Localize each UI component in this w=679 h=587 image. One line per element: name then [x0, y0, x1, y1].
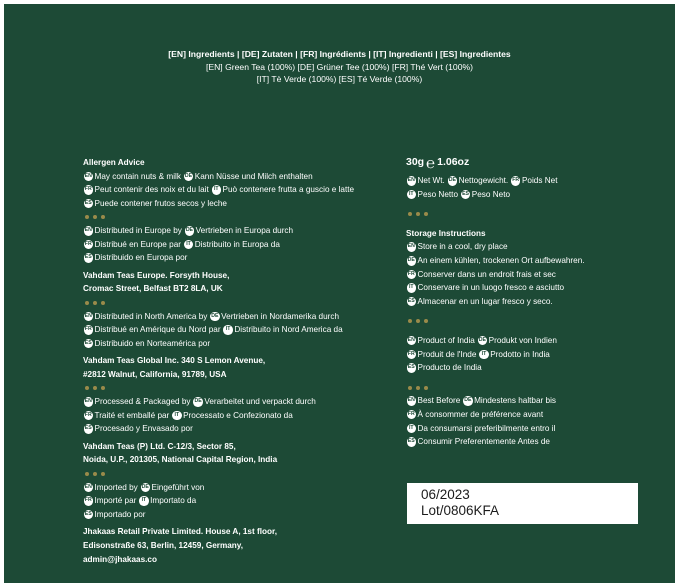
divider-dots	[83, 296, 383, 310]
left-column	[83, 156, 383, 566]
best-before-line-en-de	[406, 394, 656, 408]
europe-fr: Distribué en Europe par	[94, 239, 181, 249]
best-before-fr: À consommer de préférence avant	[417, 409, 544, 419]
allergen-line-en-de	[83, 170, 383, 184]
best-before-date: 06/2023	[421, 487, 470, 502]
origin-line-es	[406, 361, 656, 375]
fr-badge-icon: FR	[84, 496, 94, 506]
imported-de: Eingeführt von	[151, 482, 205, 492]
imported-line-es	[83, 508, 383, 522]
imported-line-en-de	[83, 481, 383, 495]
europe-line-en-de	[83, 224, 383, 238]
net-line-it-es	[406, 188, 656, 202]
packed-es: Procesado y Envasado por	[94, 424, 193, 434]
en-badge-icon: EN	[84, 483, 94, 493]
packed-de: Verarbeitet und verpackt durch	[204, 397, 316, 407]
allergen-title: Allergen Advice	[83, 158, 145, 167]
best-before-es: Consumir Preferentemente Antes de	[417, 437, 550, 447]
net-weight-oz: 1.06oz	[437, 156, 470, 169]
it-badge-icon: IT	[212, 185, 222, 195]
it-badge-icon: IT	[172, 411, 182, 421]
right-column	[406, 154, 656, 449]
de-badge-icon: DE	[478, 336, 488, 346]
best-before-en: Best Before	[417, 396, 461, 406]
europe-it: Distribuito in Europa da	[194, 239, 280, 249]
ingredients-line: [IT] Tè Verde (100%) [ES] Té Verde (100%)	[256, 74, 423, 84]
america-line-fr-it	[83, 323, 383, 337]
de-badge-icon: DE	[448, 176, 458, 186]
it-badge-icon: IT	[223, 325, 233, 335]
allergen-en: May contain nuts & milk	[94, 171, 181, 181]
europe-line-fr-it	[83, 238, 383, 252]
packed-address: Noida, U.P., 201305, National Capital Region, India	[83, 455, 278, 465]
fr-badge-icon: FR	[511, 176, 521, 186]
america-en: Distributed in North America by	[94, 311, 208, 321]
it-badge-icon: IT	[407, 190, 417, 200]
america-address: #2812 Walnut, California, 91789, USA	[83, 369, 227, 379]
fr-badge-icon: FR	[84, 325, 94, 335]
es-badge-icon: ES	[407, 437, 417, 447]
net-es: Peso Neto	[471, 189, 511, 199]
storage-line-es	[406, 295, 656, 309]
tea-label-back-panel	[4, 4, 675, 583]
origin-line-en-de	[406, 334, 656, 348]
fr-badge-icon: FR	[84, 411, 94, 421]
europe-address: Cromac Street, Belfast BT2 8LA, UK	[83, 284, 223, 294]
estimated-sign-icon: ℮	[426, 154, 436, 172]
fr-badge-icon: FR	[84, 240, 94, 250]
en-badge-icon: EN	[84, 226, 94, 236]
fr-badge-icon: FR	[407, 270, 417, 280]
de-badge-icon: DE	[463, 396, 473, 406]
en-badge-icon: EN	[407, 396, 417, 406]
europe-es: Distribuido en Europa por	[94, 253, 188, 263]
imported-address: Jhakaas Retail Private Limited. House A, 1st floor, Edisonstraße 63, Berlin, 12459, Germany, admin@jhakaas.co	[83, 527, 277, 564]
storage-fr: Conserver dans un endroit frais et sec	[417, 269, 556, 279]
es-badge-icon: ES	[84, 424, 94, 434]
packed-address: Vahdam Teas (P) Ltd. C-12/3, Sector 85,	[83, 441, 236, 451]
ingredients-block	[4, 48, 675, 86]
storage-es: Almacenar en un lugar fresco y seco.	[417, 296, 553, 306]
origin-de: Produkt von Indien	[488, 335, 557, 345]
america-it: Distribuito in Nord America da	[234, 325, 343, 335]
ingredients-line: [EN] Green Tea (100%) [DE] Grüner Tee (100%) [FR] Thé Vert (100%)	[205, 61, 473, 72]
storage-line-en	[406, 240, 656, 254]
es-badge-icon: ES	[84, 253, 94, 263]
america-fr: Distribué en Amérique du Nord par	[94, 325, 221, 335]
net-weight	[406, 154, 656, 172]
net-it: Peso Netto	[417, 189, 459, 199]
es-badge-icon: ES	[461, 190, 471, 200]
it-badge-icon: IT	[139, 496, 149, 506]
storage-de: An einem kühlen, trockenen Ort aufbewahren.	[417, 255, 585, 265]
packed-line-es	[83, 422, 383, 436]
divider-dots	[83, 382, 383, 396]
divider-dots	[83, 467, 383, 481]
en-badge-icon: EN	[84, 397, 94, 407]
ingredients-heading: [EN] Ingredients | [DE] Zutaten | [FR] Ingrédients | [IT] Ingredienti | [ES] Ingredientes	[168, 49, 511, 59]
de-badge-icon: DE	[210, 312, 220, 322]
america-de: Vertrieben in Nordamerika durch	[221, 311, 340, 321]
fr-badge-icon: FR	[407, 350, 417, 360]
storage-line-de	[406, 254, 656, 268]
america-line-es	[83, 337, 383, 351]
america-line-en-de	[83, 310, 383, 324]
divider-dots	[406, 314, 656, 328]
storage-en: Store in a cool, dry place	[417, 242, 508, 252]
origin-fr: Produit de l'Inde	[417, 349, 477, 359]
packed-line-en-de	[83, 395, 383, 409]
net-line-en-de-fr	[406, 174, 656, 188]
packed-fr: Traité et emballé par	[94, 410, 170, 420]
best-before-line-es	[406, 435, 656, 449]
net-fr: Poids Net	[521, 176, 558, 185]
fr-badge-icon: FR	[407, 410, 417, 420]
origin-en: Product of India	[417, 335, 475, 345]
es-badge-icon: ES	[84, 510, 94, 520]
lot-code-box	[407, 483, 638, 524]
it-badge-icon: IT	[407, 283, 417, 293]
allergen-de: Kann Nüsse und Milch enthalten	[194, 171, 313, 181]
storage-it: Conservare in un luogo fresco e asciutto	[417, 283, 565, 293]
allergen-line-fr-it	[83, 183, 383, 197]
divider-dots	[406, 381, 656, 395]
en-badge-icon: EN	[84, 172, 94, 182]
it-badge-icon: IT	[479, 350, 489, 360]
de-badge-icon: DE	[407, 256, 417, 266]
allergen-es: Puede contener frutos secos y leche	[94, 198, 227, 208]
es-badge-icon: ES	[407, 363, 417, 373]
es-badge-icon: ES	[84, 199, 94, 209]
en-badge-icon: EN	[407, 336, 417, 346]
packed-en: Processed & Packaged by	[94, 397, 191, 407]
europe-de: Vertrieben in Europa durch	[195, 225, 294, 235]
imported-en: Imported by	[94, 482, 138, 492]
best-before-it: Da consumarsi preferibilmente entro il	[417, 423, 556, 433]
best-before-line-it	[406, 422, 656, 436]
europe-line-es	[83, 251, 383, 265]
imported-fr: Importé par	[94, 496, 137, 506]
best-before-line-fr	[406, 408, 656, 422]
net-en: Net Wt.	[417, 176, 445, 185]
it-badge-icon: IT	[184, 240, 194, 250]
origin-line-fr-it	[406, 348, 656, 362]
imported-es: Importado por	[94, 509, 146, 519]
europe-en: Distributed in Europe by	[94, 225, 182, 235]
storage-line-it	[406, 281, 656, 295]
divider-dots	[83, 210, 383, 224]
america-address: Vahdam Teas Global Inc. 340 S Lemon Avenue,	[83, 356, 266, 366]
imported-line-fr-it	[83, 494, 383, 508]
storage-line-fr	[406, 268, 656, 282]
origin-it: Prodotto in India	[490, 349, 550, 359]
allergen-it: Può contenere frutta a guscio e latte	[222, 185, 355, 195]
net-weight-grams: 30g	[406, 156, 425, 169]
de-badge-icon: DE	[141, 483, 151, 493]
de-badge-icon: DE	[185, 226, 195, 236]
allergen-fr: Peut contenir des noix et du lait	[94, 185, 209, 195]
es-badge-icon: ES	[84, 339, 94, 349]
origin-es: Producto de India	[417, 363, 482, 373]
best-before-de: Mindestens haltbar bis	[474, 396, 556, 406]
fr-badge-icon: FR	[84, 185, 94, 195]
storage-title: Storage Instructions	[406, 228, 486, 238]
de-badge-icon: DE	[193, 397, 203, 407]
en-badge-icon: EN	[407, 176, 417, 186]
america-es: Distribuido en Norteamérica por	[94, 338, 211, 348]
net-de: Nettogewicht.	[458, 176, 509, 185]
en-badge-icon: EN	[84, 312, 94, 322]
europe-address: Vahdam Teas Europe. Forsyth House,	[83, 270, 230, 280]
de-badge-icon: DE	[184, 172, 194, 182]
en-badge-icon: EN	[407, 242, 417, 252]
lot-number: Lot/0806KFA	[421, 503, 500, 518]
packed-line-fr-it	[83, 409, 383, 423]
allergen-line-es	[83, 197, 383, 211]
divider-dots	[406, 207, 656, 221]
imported-it: Importato da	[150, 496, 197, 506]
packed-it: Processato e Confezionato da	[183, 410, 293, 420]
es-badge-icon: ES	[407, 297, 417, 307]
it-badge-icon: IT	[407, 424, 417, 434]
